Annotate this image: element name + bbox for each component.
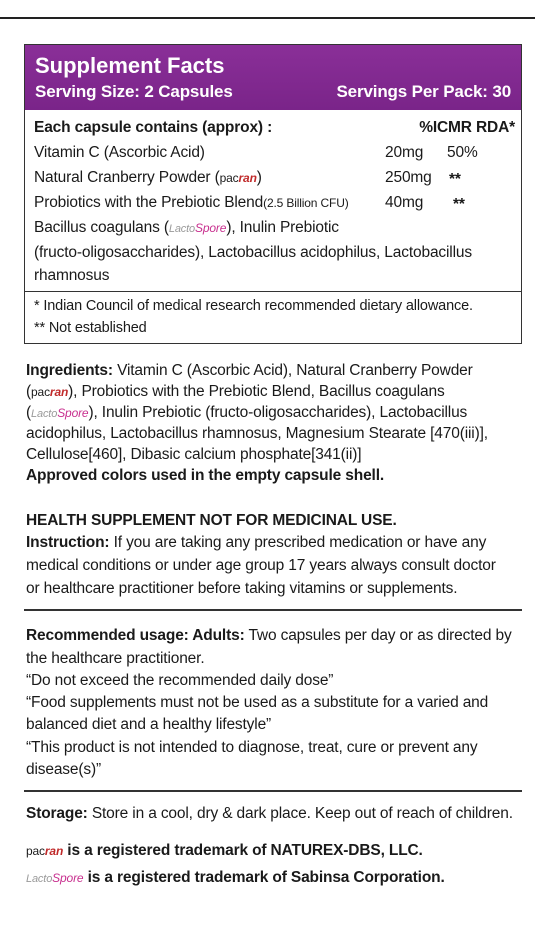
row-probiotics [34, 194, 349, 212]
pacran-logo-trademark [26, 842, 63, 859]
bacillus-label-b: ), Inulin Prebiotic [226, 219, 339, 236]
storage-label: Storage: [26, 805, 88, 822]
ingredients-text-2: ), Probiotics with the Prebiotic Blend, Bacillus coagulans [68, 383, 445, 400]
usage-line-7: disease(s)” [26, 761, 102, 778]
lactospore-inline-lacto: Lacto [31, 408, 58, 420]
amount-cranberry: 250mg [385, 169, 432, 186]
pacran-tm-pac: pac [26, 844, 45, 858]
usage-line-5: balanced diet and a healthy lifestyle” [26, 716, 272, 733]
ingredients-line-3: (LactoSpore), Inulin Prebiotic (fructo-oligosaccharides), Lactobacillus [26, 404, 468, 421]
health-heading: HEALTH SUPPLEMENT NOT FOR MEDICINAL USE. [26, 512, 397, 529]
instruction-label: Instruction: [26, 534, 110, 551]
storage-text: Store in a cool, dry & dark place. Keep out of reach of children. [87, 805, 513, 822]
pacran-logo-inline [31, 383, 68, 400]
supplement-facts-panel [24, 44, 522, 344]
rda-probiotics: ** [453, 196, 465, 213]
pacran-inline-pac: pac [31, 385, 50, 399]
usage-line-6: “This product is not intended to diagnose, treat, cure or prevent any [26, 739, 478, 756]
cranberry-label-b: ) [256, 169, 262, 186]
ingredients-text-3: ), Inulin Prebiotic (fructo-oligosaccharides), Lactobacillus [88, 404, 468, 421]
lactospore-logo [169, 219, 226, 236]
lactospore-logo-lacto: Lacto [168, 223, 196, 235]
usage-line-1 [26, 625, 524, 646]
row-cranberry [34, 169, 262, 187]
pacran-trademark [26, 840, 524, 862]
pacran-trademark-text: is a registered trademark of NATUREX-DBS, LLC. [63, 842, 423, 859]
usage-label: Recommended usage: Adults: [26, 627, 245, 644]
ingredients-label: Ingredients: [26, 362, 113, 379]
row-rhamnosus: rhamnosus [34, 267, 110, 284]
lactospore-logo-spore: Spore [195, 221, 227, 235]
bacillus-label-a: Bacillus coagulans ( [34, 219, 169, 236]
row-vitamin-c: Vitamin C (Ascorbic Acid) [34, 144, 205, 161]
approved-colors-note: Approved colors used in the empty capsule shell. [26, 467, 385, 484]
row-bacillus [34, 219, 339, 237]
usage-line-3: “Do not exceed the recommended daily dose” [26, 672, 334, 689]
lactospore-tm-lacto: Lacto [26, 873, 53, 885]
rda-vitamin-c: 50% [447, 144, 478, 161]
pacran-tm-ran: ran [44, 844, 64, 858]
pacran-inline-ran: ran [49, 385, 69, 399]
lactospore-logo-trademark [26, 869, 83, 886]
instruction-line-2: medical conditions or under age group 17 years always consult doctor [26, 557, 496, 574]
amount-probiotics: 40mg [385, 194, 424, 211]
lactospore-logo-inline [31, 404, 88, 421]
pacran-logo-ran: ran [238, 171, 257, 185]
lactospore-tm-spore: Spore [52, 871, 84, 885]
lactospore-inline-spore: Spore [57, 406, 89, 420]
top-rule [0, 17, 535, 19]
divider-1 [24, 609, 522, 611]
pacran-logo-pac: pac [219, 171, 239, 185]
instruction-line-1 [26, 532, 524, 553]
pacran-logo [220, 169, 257, 186]
ingredients-line-1 [26, 360, 524, 381]
facts-header [25, 45, 521, 110]
ingredients-line-2: (pacran), Probiotics with the Prebiotic Blend, Bacillus coagulans [26, 383, 445, 400]
lactospore-trademark [26, 867, 524, 890]
probiotics-label: Probiotics with the Prebiotic Blend [34, 194, 264, 211]
usage-line-4: “Food supplements must not be used as a substitute for a varied and [26, 694, 489, 711]
footnote-not-established: ** Not established [34, 320, 147, 336]
probiotics-cfu-note: (2.5 Billion CFU) [263, 196, 349, 210]
col-header-left: Each capsule contains (approx) : [34, 119, 273, 136]
instruction-text-1: If you are taking any prescribed medication or have any [109, 534, 487, 551]
facts-title: Supplement Facts [35, 53, 225, 78]
col-header-right: %ICMR RDA* [419, 119, 515, 136]
serving-size: Serving Size: 2 Capsules [35, 82, 233, 101]
ingredients-text-1: Vitamin C (Ascorbic Acid), Natural Cranberry Powder [112, 362, 473, 379]
divider-2 [24, 790, 522, 792]
lactospore-trademark-text: is a registered trademark of Sabinsa Corporation. [83, 869, 445, 886]
usage-line-2: the healthcare practitioner. [26, 650, 205, 667]
servings-per-pack: Servings Per Pack: 30 [336, 82, 511, 101]
instruction-line-3: or healthcare practitioner before taking vitamins or supplements. [26, 580, 458, 597]
footnote-icmr: * Indian Council of medical research recommended dietary allowance. [34, 298, 473, 314]
cranberry-label-a: Natural Cranberry Powder ( [34, 169, 220, 186]
usage-text-1: Two capsules per day or as directed by [244, 627, 512, 644]
row-fos: (fructo-oligosaccharides), Lactobacillus acidophilus, Lactobacillus [34, 244, 472, 261]
rda-cranberry: ** [449, 171, 461, 188]
ingredients-line-4: acidophilus, Lactobacillus rhamnosus, Magnesium Stearate [470(iii)], [26, 425, 488, 442]
storage-line [26, 803, 524, 824]
ingredients-line-5: Cellulose[460], Dibasic calcium phosphate[341(ii)] [26, 446, 362, 463]
facts-footnotes [25, 291, 521, 336]
amount-vitamin-c: 20mg [385, 144, 424, 161]
